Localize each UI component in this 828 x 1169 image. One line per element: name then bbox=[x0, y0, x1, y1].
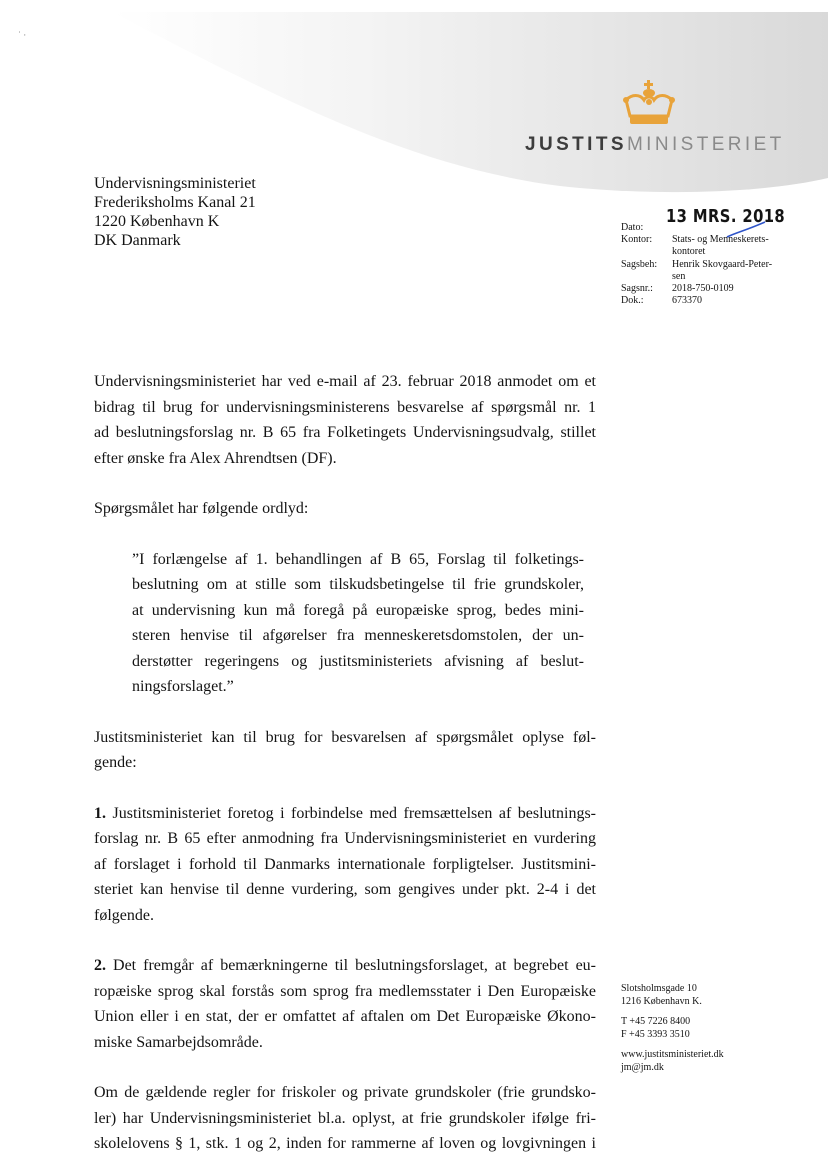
meta-row: Kontor: Stats- og Menneskerets- bbox=[621, 234, 769, 246]
point-number: 2. bbox=[94, 957, 106, 974]
letter-body bbox=[94, 369, 596, 1157]
footer-city: 1216 København K. bbox=[621, 995, 702, 1007]
recipient-address bbox=[94, 174, 256, 250]
paragraph-point-1: 1. Justitsministeriet foretog i forbindelse med fremsættelsen af beslutnings- forslag nr. B 65 efter anmodning fra Undervisningsministeriet en vurdering af forslaget i forhold til Danmarks internationale forpligtelser. Justitsmini- steriet kan henvise til denne vurdering, som gengives under pkt. 2-4 i det følgende. bbox=[94, 804, 596, 924]
case-metadata bbox=[621, 222, 790, 307]
meta-row: Dato: bbox=[621, 222, 644, 233]
crown-logo bbox=[620, 78, 678, 128]
recipient-line: DK Danmark bbox=[94, 232, 181, 249]
recipient-line: 1220 København K bbox=[94, 213, 220, 230]
paragraph-answer-intro: Justitsministeriet kan til brug for besvarelsen af spørgsmålet oplyse føl- gende: bbox=[94, 728, 596, 771]
meta-row: kontoret bbox=[672, 246, 706, 258]
header-swoosh bbox=[0, 0, 828, 200]
recipient-line: Undervisningsministeriet bbox=[94, 175, 256, 192]
paragraph-point-2: 2. Det fremgår af bemærkningerne til beslutningsforslaget, at begrebet eu- ropæiske sprog skal forstås som sprog fra medlemsstater i Den Europæiske Union eller i en stat, der er omfattet af aftalen om Det Europæiske Økono- miske Samarbejdsområde. bbox=[94, 957, 597, 1051]
footer-website[interactable]: www.justitsministeriet.dk bbox=[621, 1049, 724, 1060]
recipient-line: Frederiksholms Kanal 21 bbox=[94, 194, 256, 211]
paragraph-rules: Om de gældende regler for friskoler og private grundskoler (frie grundsko- ler) har Undervisningsministeriet bl.a. oplyst, at frie grundskoler ifølge fri- skolelovens § 1, stk. 1 og 2, inden for rammerne af loven og lovgivningen i bbox=[94, 1084, 596, 1152]
meta-row: sen bbox=[672, 270, 686, 282]
footer-email[interactable]: jm@jm.dk bbox=[621, 1061, 664, 1073]
sender-footer bbox=[621, 983, 724, 1074]
date-stamp: 13 MRS. 2018 bbox=[666, 206, 786, 227]
scan-specks: ˙ · bbox=[18, 30, 27, 40]
point-number: 1. bbox=[94, 804, 106, 822]
meta-row: Dok.: 673370 bbox=[621, 295, 702, 307]
footer-street: Slotsholmsgade 10 bbox=[621, 983, 697, 994]
meta-row: Sagsnr.: 2018-750-0109 bbox=[621, 283, 734, 295]
paragraph-request: Undervisningsministeriet har ved e-mail af 23. februar 2018 anmodet om et bidrag til brug for undervisningsministerens besvarelse af spørgsmål nr. 1 ad beslutningsforslag nr. B 65 fra Folketingets Undervisningsudvalg, stillet efter ønske fra Alex Ahrendtsen (DF). bbox=[94, 373, 596, 467]
question-quote: ”I forlængelse af 1. behandlingen af B 65, Forslag til folketings- beslutning om at stille som tilskudsbetingelse til frie grundskoler, at undervisning kun må foregå på europæiske sprog, bedes mini- steren henvise til afgørelser fra menneskeretsdomstolen, der un- derstøtter regeringens og justitsministeriets afvisning af beslut- ningsforslaget.” bbox=[132, 550, 584, 695]
meta-row: Sagsbeh: Henrik Skovgaard-Peter- bbox=[621, 258, 773, 270]
footer-phone: T +45 7226 8400 bbox=[621, 1016, 691, 1027]
ministry-name-light: MINISTERIET bbox=[626, 134, 785, 155]
footer-fax: F +45 3393 3510 bbox=[621, 1028, 690, 1040]
ministry-name bbox=[525, 134, 785, 156]
paragraph-question-intro: Spørgsmålet har følgende ordlyd: bbox=[94, 500, 309, 517]
ministry-name-bold: JUSTITS bbox=[525, 134, 627, 155]
